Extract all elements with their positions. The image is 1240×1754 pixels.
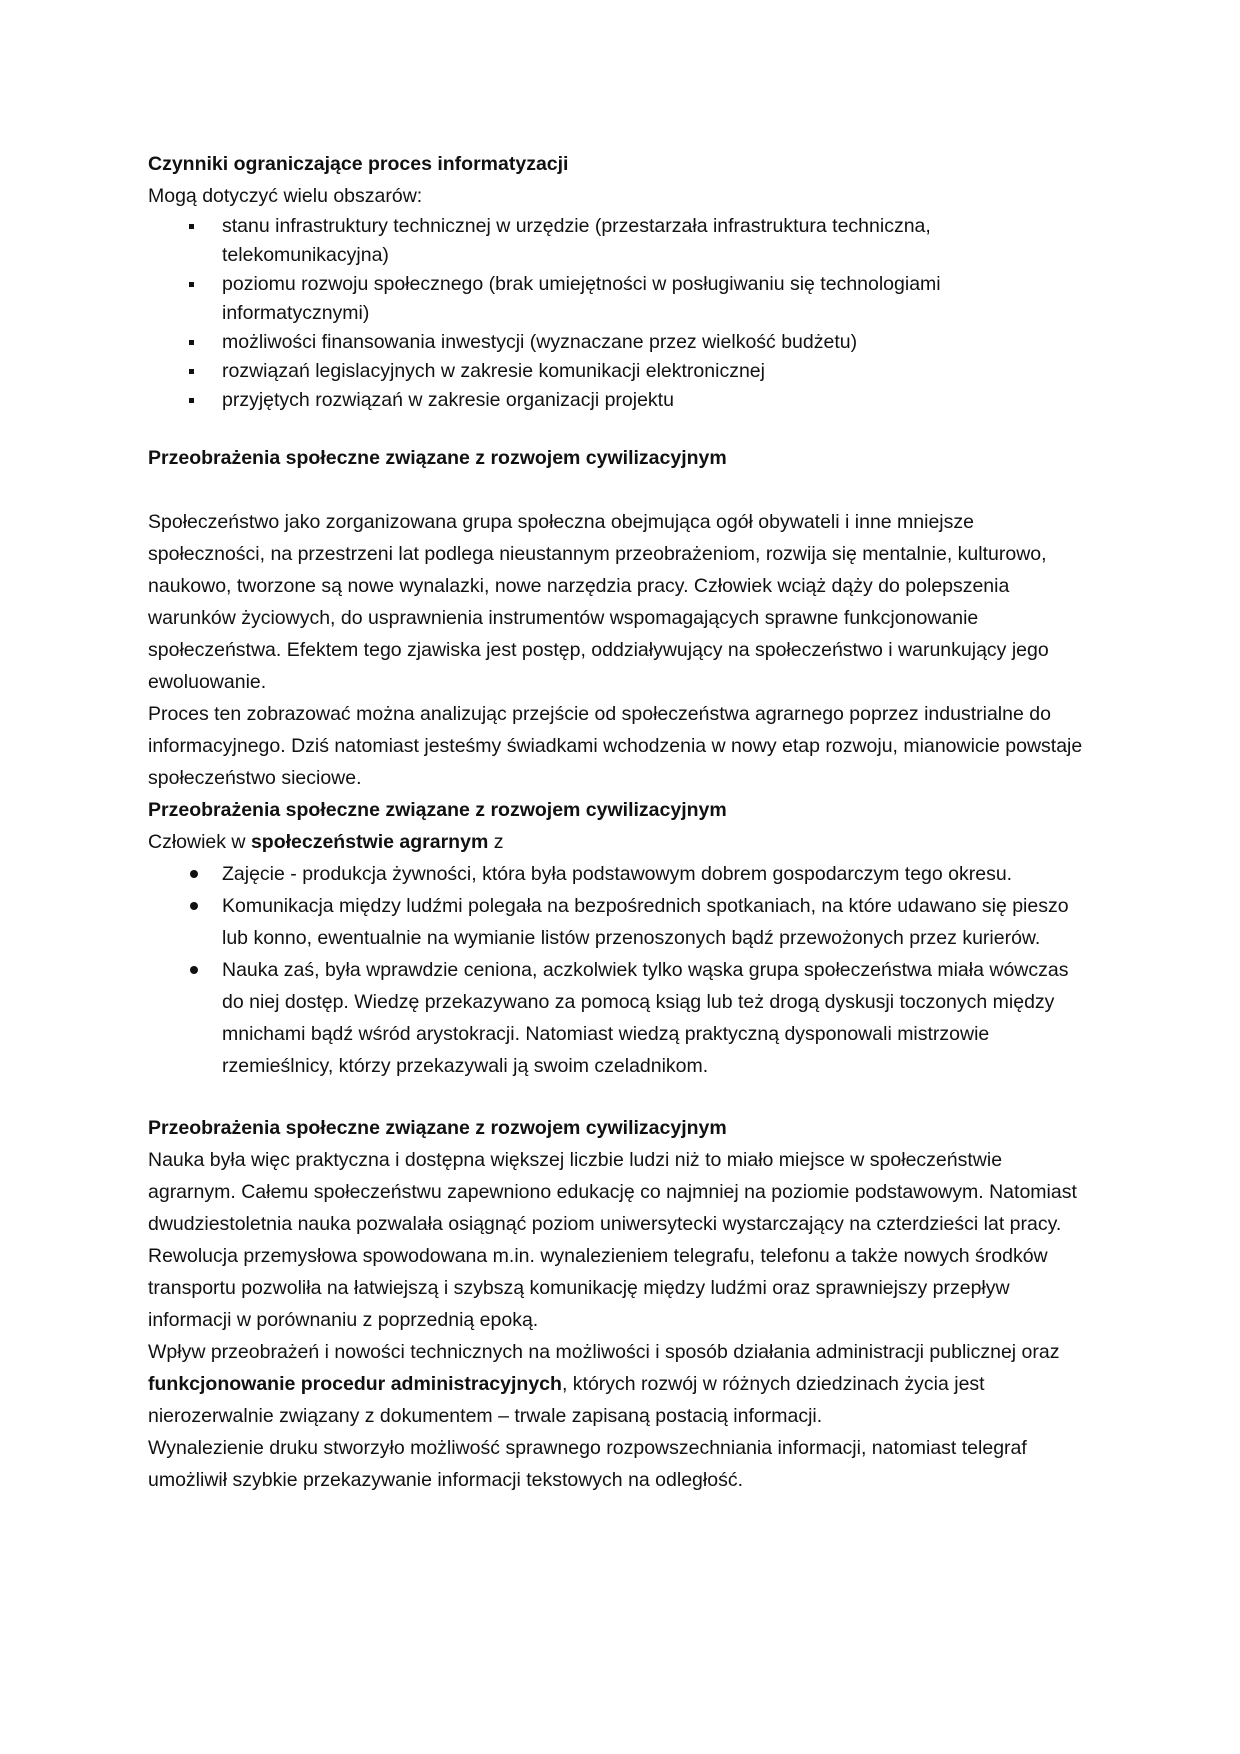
list-item-text: stanu infrastruktury technicznej w urzędzie (przestarzała infrastruktura techniczna, telekomunikacyjna): [222, 215, 931, 266]
round-bullet-icon: [190, 902, 198, 910]
paragraph: [148, 1336, 1090, 1432]
section-heading: Przeobrażenia społeczne związane z rozwojem cywilizacyjnym: [148, 799, 727, 821]
round-bullet-icon: [190, 870, 198, 878]
paragraph: Nauka była więc praktyczna i dostępna większej liczbie ludzi niż to miało miejsce w społeczeństwie agrarnym. Całemu społeczeństwu zapewniono edukację co najmniej na poziomie podstawowym. Natomiast dwudziestoletnia nauka pozwalała osiągnąć poziom uniwersytecki wystarczający na czterdzieści lat pracy.: [148, 1149, 1077, 1235]
list-item: [148, 270, 1090, 328]
list-item-text: Zajęcie - produkcja żywności, która była podstawowym dobrem gospodarczym tego okresu.: [222, 863, 1013, 885]
paragraph-text: , których rozwój w różnych dziedzinach życia jest nierozerwalnie związany z dokumentem – trwale zapisaną postacią informacji.: [148, 1373, 985, 1427]
round-bullet-icon: [190, 966, 198, 974]
section-heading: Przeobrażenia społeczne związane z rozwojem cywilizacyjnym: [148, 447, 727, 469]
round-bullet-list: [148, 858, 1090, 1082]
intro-text: z: [488, 831, 504, 853]
list-item-text: możliwości finansowania inwestycji (wyznaczane przez wielkość budżetu): [222, 331, 858, 353]
list-item-text: rozwiązań legislacyjnych w zakresie komunikacji elektronicznej: [222, 360, 765, 382]
square-bullet-icon: [189, 369, 194, 374]
square-bullet-icon: [189, 398, 194, 403]
section-intro: [148, 826, 1090, 858]
section-agrarian-society: [148, 794, 1090, 1082]
spacer: [148, 415, 1090, 442]
list-item-text: Nauka zaś, była wprawdzie ceniona, aczkolwiek tylko wąska grupa społeczeństwa miała wówczas do niej dostęp. Wiedzę przekazywano za pomocą ksiąg lub też drogą dyskusji toczonych między mnichami bądź wśród arystokracji. Natomiast wiedzą praktyczną dysponowali mistrzowie rzemieślnicy, którzy przekazywali ją swoim czeladnikom.: [222, 959, 1069, 1077]
section-intro: Mogą dotyczyć wielu obszarów:: [148, 185, 423, 207]
paragraph-bold-text: funkcjonowanie procedur administracyjnych: [148, 1373, 562, 1395]
paragraph: Społeczeństwo jako zorganizowana grupa społeczna obejmująca ogół obywateli i inne mniejsze społeczności, na przestrzeni lat podlega nieustannym przeobrażeniom, rozwija się mentalnie, kulturowo, naukowo, tworzone są nowe wynalazki, nowe narzędzia pracy. Człowiek wciąż dąży do polepszenia warunków życiowych, do usprawnienia instrumentów wspomagających sprawne funkcjonowanie społeczeństwa. Efektem tego zjawiska jest postęp, oddziaływujący na społeczeństwo i warunkujący jego ewoluowanie.: [148, 511, 1049, 693]
list-item: [148, 954, 1090, 1082]
square-bullet-icon: [189, 224, 194, 229]
square-bullet-icon: [189, 282, 194, 287]
spacer: [148, 1082, 1090, 1112]
intro-text: Człowiek w: [148, 831, 251, 853]
square-bullet-list: [148, 212, 1090, 415]
list-item: [148, 890, 1090, 954]
paragraph: Rewolucja przemysłowa spowodowana m.in. wynalezieniem telegrafu, telefonu a także nowych środków transportu pozwoliła na łatwiejszą i szybszą komunikację między ludźmi oraz sprawniejszy przepływ informacji w porównaniu z poprzednią epoką.: [148, 1245, 1048, 1331]
paragraph: Wynalezienie druku stworzyło możliwość sprawnego rozpowszechniania informacji, natomiast telegraf umożliwił szybkie przekazywanie informacji tekstowych na odległość.: [148, 1437, 1027, 1491]
list-item-text: przyjętych rozwiązań w zakresie organizacji projektu: [222, 389, 674, 411]
intro-bold-text: społeczeństwie agrarnym: [250, 831, 489, 853]
list-item: [148, 328, 1090, 357]
section-industrial-society: [148, 1112, 1090, 1496]
list-item: [148, 357, 1090, 386]
list-item-text: Komunikacja między ludźmi polegała na bezpośrednich spotkaniach, na które udawano się pieszo lub konno, ewentualnie na wymianie listów przenoszonych bądź przewożonych przez kurierów.: [222, 895, 1069, 949]
paragraph-text: Wpływ przeobrażeń i nowości technicznych na możliwości i sposób działania administracji publicznej oraz: [148, 1341, 1060, 1363]
square-bullet-icon: [189, 340, 194, 345]
spacer: [148, 474, 1090, 506]
list-item: [148, 212, 1090, 270]
section-social-transformations: [148, 442, 1090, 794]
section-heading: Przeobrażenia społeczne związane z rozwojem cywilizacyjnym: [148, 1117, 727, 1139]
list-item: [148, 386, 1090, 415]
section-heading: Czynniki ograniczające proces informatyzacji: [148, 153, 569, 175]
list-item: [148, 858, 1090, 890]
paragraph: Proces ten zobrazować można analizując przejście od społeczeństwa agrarnego poprzez industrialne do informacyjnego. Dziś natomiast jesteśmy świadkami wchodzenia w nowy etap rozwoju, mianowicie powstaje społeczeństwo sieciowe.: [148, 703, 1083, 789]
section-limiting-factors: [148, 148, 1090, 415]
list-item-text: poziomu rozwoju społecznego (brak umiejętności w posługiwaniu się technologiami informatycznymi): [222, 273, 941, 324]
